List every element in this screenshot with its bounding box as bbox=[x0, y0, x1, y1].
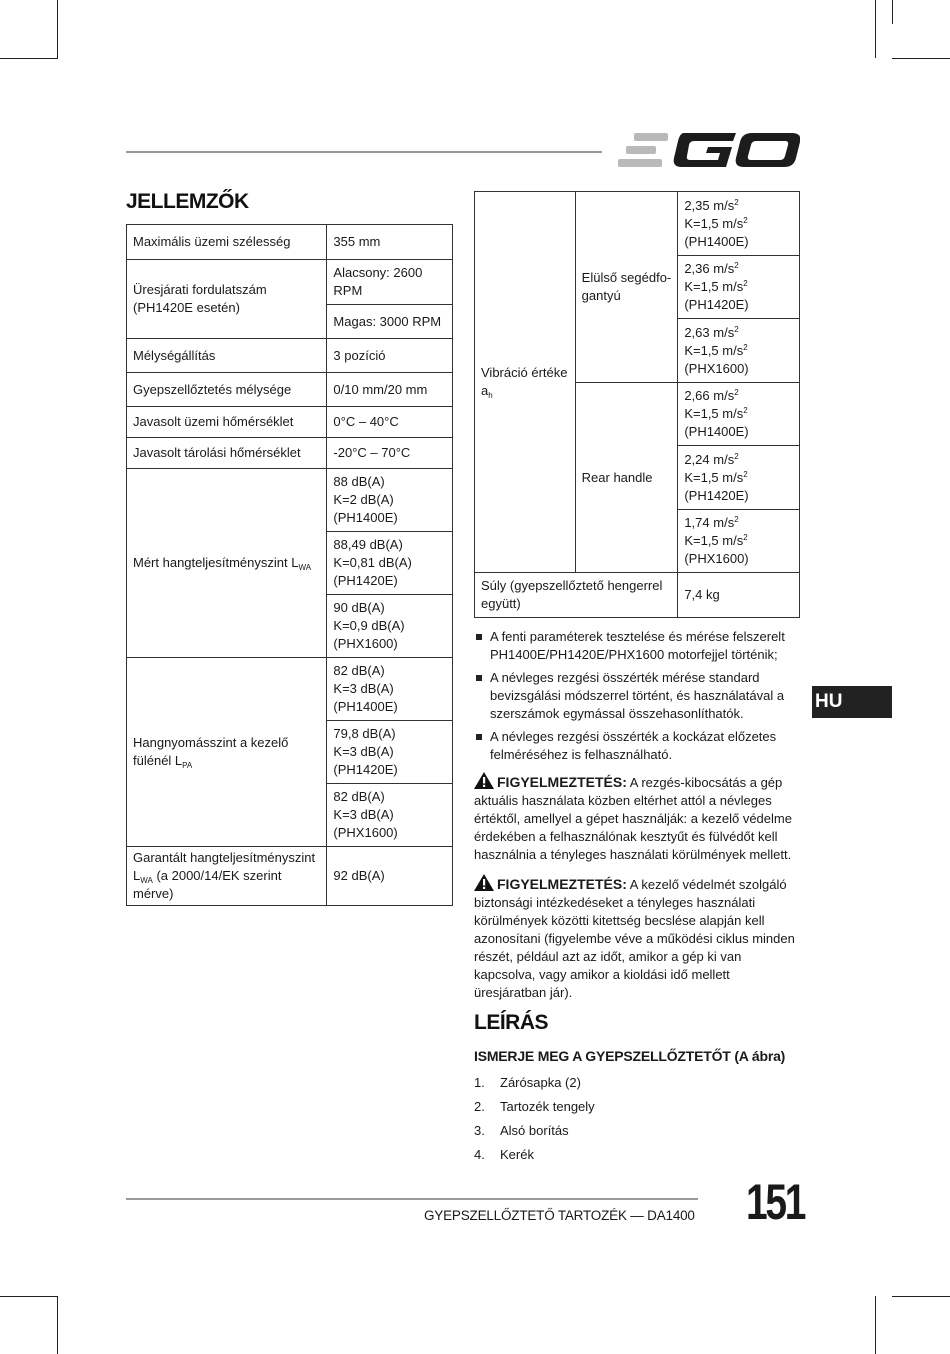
page-number: 151 bbox=[746, 1174, 805, 1230]
footer-title: GYEPSZELLŐZTETŐ TARTOZÉK — DA1400 bbox=[424, 1208, 695, 1223]
item-text: Alsó borítás bbox=[500, 1123, 569, 1138]
bullet-square-icon bbox=[476, 675, 482, 681]
spec-label bbox=[127, 658, 327, 847]
table-row bbox=[127, 339, 453, 373]
list-item-text: A névleges rezgési összérték a kockázat előzetes felméréséhez is felhasználható. bbox=[490, 729, 777, 762]
spec-value: -20°C – 70°C bbox=[327, 438, 453, 469]
specs-table bbox=[126, 224, 453, 906]
unit: m/s bbox=[713, 451, 735, 467]
k-value: 1,5 bbox=[700, 215, 719, 231]
label-text: Garantált hangteljesítményszint L bbox=[133, 850, 316, 883]
spec-value: 79,8 dB(A) K=3 dB(A) (PH1420E) bbox=[327, 721, 453, 784]
specs-title: JELLEMZŐK bbox=[126, 190, 249, 213]
model: (PH1400E) bbox=[684, 424, 749, 439]
table-row bbox=[127, 438, 453, 469]
unit: m/s bbox=[722, 469, 744, 485]
label-text: Hangnyomásszint a kezelő fülénél L bbox=[133, 735, 289, 768]
table-row bbox=[475, 192, 800, 256]
table-row bbox=[127, 407, 453, 438]
spec-value: 88 dB(A) K=2 dB(A) (PH1400E) bbox=[327, 469, 453, 532]
parts-list bbox=[474, 1074, 595, 1170]
vibration-label bbox=[475, 192, 576, 573]
value: 2,36 bbox=[684, 261, 710, 276]
vibration-value: 2,36 $m/s^2$ K=1,5 $m/s^2$ (PH1420E) bbox=[678, 256, 800, 319]
unit: m/s bbox=[722, 342, 744, 358]
spec-value: 3 pozíció bbox=[327, 339, 453, 373]
vibration-value: 1,74 $m/s^2$ K=1,5 $m/s^2$ (PHX1600) bbox=[678, 510, 800, 573]
table-row bbox=[127, 469, 453, 532]
footer-rule bbox=[126, 1198, 698, 1200]
header-rule bbox=[126, 151, 602, 153]
table-row bbox=[127, 260, 453, 305]
unit-sup: 2 bbox=[743, 279, 748, 288]
spec-value: 88,49 dB(A) K=0,81 dB(A) (PH1420E) bbox=[327, 532, 453, 595]
crop-mark bbox=[57, 1296, 58, 1354]
spec-value: Alacsony: 2600 RPM bbox=[327, 260, 453, 305]
label-subscript: PA bbox=[182, 761, 193, 770]
spec-label bbox=[127, 847, 327, 906]
crop-mark bbox=[892, 1296, 950, 1297]
list-item bbox=[474, 728, 804, 764]
weight-label: Súly (gyepszellőztető hengerrel együtt) bbox=[475, 573, 678, 618]
unit-sup: 2 bbox=[743, 342, 748, 352]
spec-value: 0/10 mm/20 mm bbox=[327, 373, 453, 407]
unit-sup: 2 bbox=[734, 324, 739, 334]
unit-sup: 2 bbox=[734, 388, 739, 397]
warning-text: A rezgés-kibocsátás a gép aktuális használata közben eltérhet attól a névleges értéktől, amellyel a gépet használják: a kezelő védelme érdekében a felhasználónak kesztyűt és fülvédőt kell használnia a tényleges használati körülmények mellett. bbox=[474, 775, 792, 862]
value: 2,24 bbox=[684, 451, 710, 467]
model: (PH1420E) bbox=[684, 487, 749, 503]
unit-sup: 2 bbox=[743, 215, 748, 225]
spec-value: 82 dB(A) K=3 dB(A) (PH1400E) bbox=[327, 658, 453, 721]
warning-2 bbox=[474, 874, 800, 1002]
warning-label: FIGYELMEZTETÉS: bbox=[497, 876, 627, 892]
vibration-value: 2,66 $m/s^2$ K=1,5 $m/s^2$ (PH1400E) bbox=[678, 383, 800, 446]
value: 2,63 bbox=[684, 324, 710, 340]
crop-mark bbox=[892, 58, 950, 59]
item-number: 1. bbox=[474, 1075, 485, 1090]
k-value: 1,5 bbox=[700, 469, 719, 485]
spec-value: 82 dB(A) K=3 dB(A) (PHX1600) bbox=[327, 784, 453, 847]
k-value: 1,5 bbox=[700, 533, 719, 548]
vibration-table bbox=[474, 191, 800, 618]
label-subscript: WA bbox=[140, 876, 153, 885]
table-row bbox=[127, 658, 453, 721]
crop-mark bbox=[0, 58, 58, 59]
table-row bbox=[127, 225, 453, 260]
front-handle-label: Elülső segédfo-gantyú bbox=[575, 192, 678, 383]
unit: m/s bbox=[722, 215, 744, 231]
label-subscript: h bbox=[488, 391, 493, 400]
list-item bbox=[474, 1074, 595, 1098]
unit: m/s bbox=[722, 533, 744, 548]
list-item-text: A fenti paraméterek tesztelése és mérése felszerelt PH1400E/PH1420E/PHX1600 motorfejjel történik; bbox=[490, 629, 785, 662]
crop-mark bbox=[57, 0, 58, 58]
unit: m/s bbox=[722, 279, 744, 294]
spec-label: Mélységállítás bbox=[127, 339, 327, 373]
value: 2,66 bbox=[684, 388, 710, 403]
spec-value: 0°C – 40°C bbox=[327, 407, 453, 438]
vibration-value: 2,35 $m/s^2$ K=1,5 $m/s^2$ (PH1400E) bbox=[678, 192, 800, 256]
spec-label bbox=[127, 469, 327, 658]
model: (PHX1600) bbox=[684, 551, 749, 566]
k-value: 1,5 bbox=[700, 342, 719, 358]
bullet-square-icon bbox=[476, 734, 482, 740]
unit-sup: 2 bbox=[734, 515, 739, 524]
unit: m/s bbox=[713, 261, 735, 276]
item-text: Zárósapka (2) bbox=[500, 1075, 581, 1090]
table-row bbox=[127, 847, 453, 906]
table-row bbox=[127, 373, 453, 407]
crop-mark bbox=[875, 0, 876, 58]
item-number: 4. bbox=[474, 1147, 485, 1162]
unit-sup: 2 bbox=[734, 451, 739, 461]
list-item bbox=[474, 669, 804, 723]
crop-mark bbox=[892, 0, 893, 24]
label-text: Vibráció értéke a bbox=[481, 365, 568, 398]
vibration-value: 2,63 $m/s^2$ K=1,5 $m/s^2$ (PHX1600) bbox=[678, 319, 800, 383]
warning-1 bbox=[474, 772, 800, 864]
spec-value: 92 dB(A) bbox=[327, 847, 453, 906]
description-subtitle: ISMERJE MEG A GYEPSZELLŐZTETŐT (A ábra) bbox=[474, 1048, 786, 1064]
unit-sup: 2 bbox=[743, 406, 748, 415]
crop-mark bbox=[0, 1296, 58, 1297]
spec-label: Maximális üzemi szélesség bbox=[127, 225, 327, 260]
item-text: Kerék bbox=[500, 1147, 534, 1162]
crop-mark bbox=[875, 1296, 876, 1354]
bullet-square-icon bbox=[476, 634, 482, 640]
warning-triangle-icon bbox=[474, 874, 494, 891]
warning-label: FIGYELMEZTETÉS: bbox=[497, 774, 627, 790]
unit-sup: 2 bbox=[734, 261, 739, 270]
label-subscript: WA bbox=[298, 563, 312, 572]
list-item bbox=[474, 628, 804, 664]
list-item bbox=[474, 1146, 595, 1170]
spec-label: Gyepszellőztetés mélysége bbox=[127, 373, 327, 407]
k-value: 1,5 bbox=[700, 406, 719, 421]
unit-sup: 2 bbox=[734, 197, 739, 207]
spec-label: Javasolt üzemi hőmérséklet bbox=[127, 407, 327, 438]
model: (PH1400E) bbox=[684, 233, 749, 249]
item-number: 3. bbox=[474, 1123, 485, 1138]
model: (PHX1600) bbox=[684, 360, 749, 376]
model: (PH1420E) bbox=[684, 297, 749, 312]
unit: m/s bbox=[713, 388, 735, 403]
list-item bbox=[474, 1122, 595, 1146]
description-title: LEÍRÁS bbox=[474, 1011, 549, 1034]
value: 1,74 bbox=[684, 515, 710, 530]
table-row bbox=[475, 573, 800, 618]
warning-triangle-icon bbox=[474, 772, 494, 789]
ego-logo bbox=[618, 130, 800, 170]
value: 2,35 bbox=[684, 197, 710, 213]
spec-value: 355 mm bbox=[327, 225, 453, 260]
rear-handle-label: Rear handle bbox=[575, 383, 678, 573]
unit-sup: 2 bbox=[743, 469, 748, 479]
unit: m/s bbox=[713, 515, 735, 530]
unit: m/s bbox=[722, 406, 744, 421]
spec-value: 90 dB(A) K=0,9 dB(A) (PHX1600) bbox=[327, 595, 453, 658]
weight-value: 7,4 kg bbox=[678, 573, 800, 618]
unit: m/s bbox=[713, 197, 735, 213]
language-tab: HU bbox=[812, 686, 892, 718]
list-item bbox=[474, 1098, 595, 1122]
k-value: 1,5 bbox=[700, 279, 719, 294]
item-text: Tartozék tengely bbox=[500, 1099, 595, 1114]
notes-list bbox=[474, 628, 804, 769]
label-text: Mért hangteljesítményszint L bbox=[133, 555, 299, 570]
list-item-text: A névleges rezgési összérték mérése standard bevizsgálási módszerrel történt, és használatával a szerszámok egymással összehasonlíthatók. bbox=[490, 670, 785, 721]
label-text: (a 2000/14/EK szerint mérve) bbox=[133, 868, 282, 901]
vibration-value: 2,24 $m/s^2$ K=1,5 $m/s^2$ (PH1420E) bbox=[678, 446, 800, 510]
unit-sup: 2 bbox=[743, 533, 748, 542]
item-number: 2. bbox=[474, 1099, 485, 1114]
spec-value: Magas: 3000 RPM bbox=[327, 305, 453, 339]
spec-label: Üresjárati fordulatszám (PH1420E esetén) bbox=[127, 260, 327, 339]
spec-label: Javasolt tárolási hőmérséklet bbox=[127, 438, 327, 469]
unit: m/s bbox=[713, 324, 735, 340]
warning-text: A kezelő védelmét szolgáló biztonsági intézkedéseket a tényleges használati körülmények közötti kitettség becslése alapján kell azonosítani (figyelembe véve a működési ciklus minden részét, például azt az időt, amikor a gép ki van kapcsolva, vagy amikor a kioldási idő mellett üresjáratban jár). bbox=[474, 877, 795, 1000]
